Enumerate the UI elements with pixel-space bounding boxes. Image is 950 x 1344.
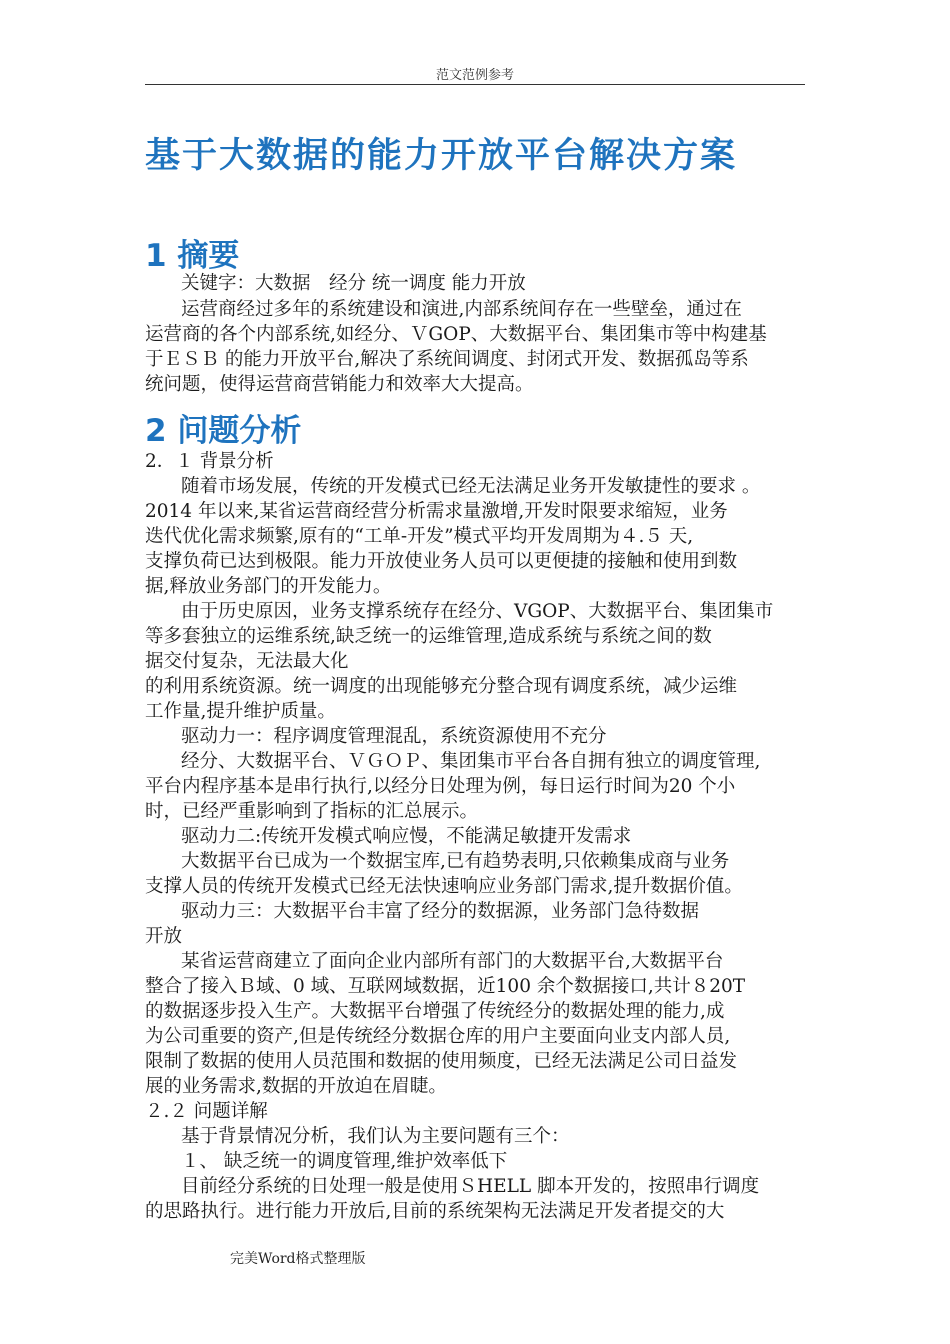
paragraph-line: 支撑负荷已达到极限。能力开放使业务人员可以更便捷的接触和使用到数 xyxy=(145,551,738,572)
paragraph-line: 时，已经严重影响到了指标的汇总展示。 xyxy=(145,801,479,822)
document-title: 基于大数据的能力开放平台解决方案 xyxy=(145,136,738,176)
paragraph-line: 驱动力二:传统开发模式响应慢，不能满足敏捷开发需求 xyxy=(181,826,632,847)
paragraph-line: 驱动力三：大数据平台丰富了经分的数据源，业务部门急待数据 xyxy=(181,901,700,922)
paragraph-line: 经分、大数据平台、ＶＧＯＰ、集团集市平台各自拥有独立的调度管理, xyxy=(181,751,761,772)
paragraph-line: 工作量,提升维护质量。 xyxy=(145,701,336,722)
paragraph-line: 的数据逐步投入生产。大数据平台增强了传统经分的数据处理的能力,成 xyxy=(145,1001,725,1022)
paragraph-line: 运营商经过多年的系统建设和演进,内部系统间存在一些壁垒，通过在 xyxy=(181,299,742,320)
paragraph-line: 随着市场发展，传统的开发模式已经无法满足业务开发敏捷性的要求 。 xyxy=(181,476,761,497)
paragraph-line: 大数据平台已成为一个数据宝库,已有趋势表明,只依赖集成商与业务 xyxy=(181,851,730,872)
page-header: 范文范例参考 xyxy=(435,68,514,83)
paragraph-line: 基于背景情况分析，我们认为主要问题有三个： xyxy=(181,1126,570,1147)
paragraph-line: 等多套独立的运维系统,缺乏统一的运维管理,造成系统与系统之间的数 xyxy=(145,626,712,647)
paragraph-line: 运营商的各个内部系统,如经分、ＶGOP、大数据平台、集团集市等中构建基 xyxy=(145,324,767,345)
paragraph-line: 限制了数据的使用人员范围和数据的使用频度，已经无法满足公司日益发 xyxy=(145,1051,738,1072)
page-footer: 完美Word格式整理版 xyxy=(230,1251,366,1267)
paragraph-line: 2014 年以来,某省运营商经营分析需求量激增,开发时限要求缩短，业务 xyxy=(145,501,728,522)
header-rule xyxy=(145,84,805,85)
paragraph-line: 展的业务需求,数据的开放迫在眉睫。 xyxy=(145,1076,447,1097)
paragraph-line: 平台内程序基本是串行执行,以经分日处理为例，每日运行时间为20 个小 xyxy=(145,776,736,797)
paragraph-line: 某省运营商建立了面向企业内部所有部门的大数据平台,大数据平台 xyxy=(181,951,724,972)
section-heading-analysis: 2 问题分析 xyxy=(145,413,302,449)
paragraph-line: 统问题，使得运营商营销能力和效率大大提高。 xyxy=(145,374,534,395)
paragraph-line: 目前经分系统的日处理一般是使用ＳHELL 脚本开发的，按照串行调度 xyxy=(181,1176,760,1197)
section-heading-summary: 1 摘要 xyxy=(145,238,240,274)
paragraph-line: 驱动力一：程序调度管理混乱，系统资源使用不充分 xyxy=(181,726,607,747)
paragraph-line: 的思路执行。进行能力开放后,目前的系统架构无法满足开发者提交的大 xyxy=(145,1201,725,1222)
subsection-heading: ２.２ 问题详解 xyxy=(145,1101,268,1122)
paragraph-line: 由于历史原因，业务支撑系统存在经分、VGOP、大数据平台、集团集市 xyxy=(181,601,774,622)
paragraph-line: 为公司重要的资产,但是传统经分数据仓库的用户主要面向业支内部人员, xyxy=(145,1026,731,1047)
paragraph-line: 关键字：大数据 经分 统一调度 能力开放 xyxy=(181,273,526,294)
paragraph-line: 支撑人员的传统开发模式已经无法快速响应业务部门需求,提升数据价值。 xyxy=(145,876,743,897)
paragraph-line: 迭代优化需求频繁,原有的“工单-开发”模式平均开发周期为４.５ 天, xyxy=(145,526,694,547)
paragraph-line: 整合了接入Ｂ域、0 域、互联网域数据，近100 余个数据接口,共计８20T xyxy=(145,976,746,997)
paragraph-line: １、 缺乏统一的调度管理,维护效率低下 xyxy=(181,1151,508,1172)
paragraph-line: 据交付复杂，无法最大化 xyxy=(145,651,349,672)
subsection-heading: 2．１ 背景分析 xyxy=(145,451,274,472)
paragraph-line: 开放 xyxy=(145,926,183,947)
paragraph-line: 据,释放业务部门的开发能力。 xyxy=(145,576,392,597)
paragraph-line: 的利用系统资源。统一调度的出现能够充分整合现有调度系统，减少运维 xyxy=(145,676,738,697)
paragraph-line: 于ＥＳＢ 的能力开放平台,解决了系统间调度、封闭式开发、数据孤岛等系 xyxy=(145,349,749,370)
